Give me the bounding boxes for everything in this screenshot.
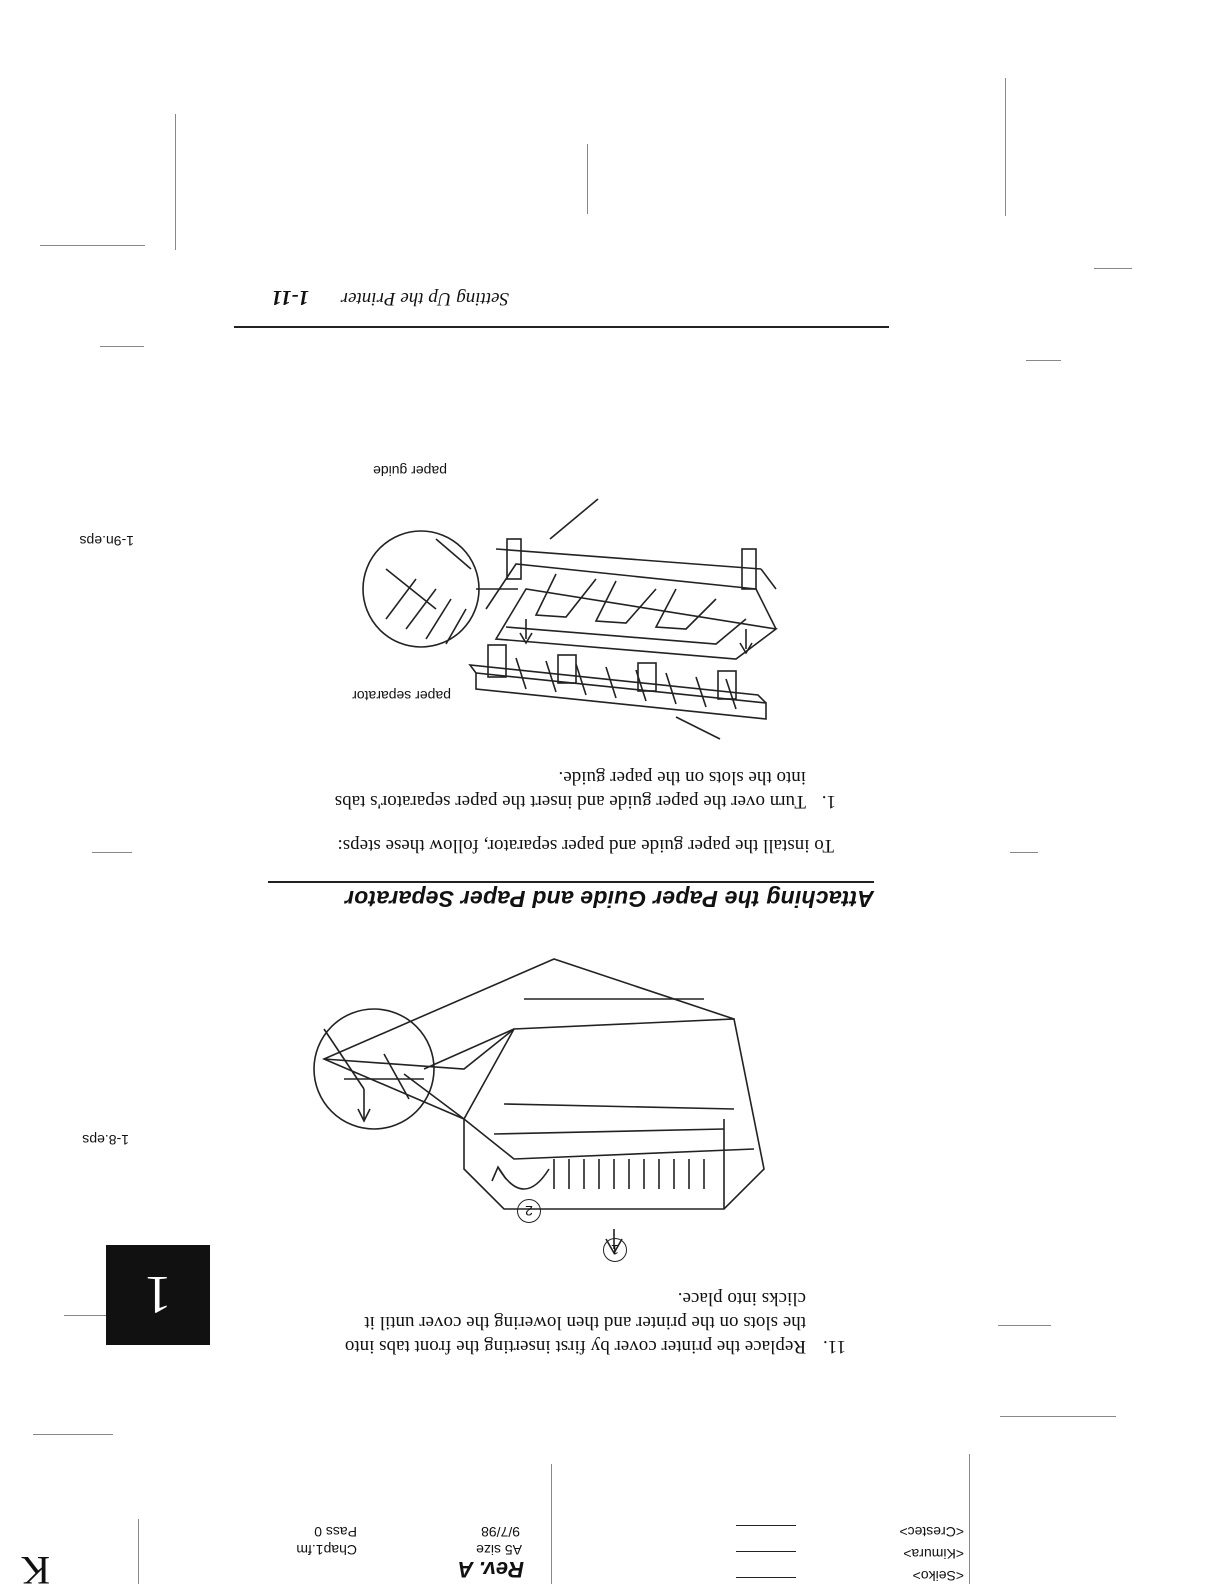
- corner-letter: K: [21, 1548, 50, 1593]
- running-header-page-number: 1-11: [271, 286, 309, 310]
- footer-signature-line: [736, 1525, 796, 1526]
- step-11-number: 11.: [822, 1336, 846, 1357]
- header-rule: [234, 326, 889, 328]
- footer-signature-line: [736, 1577, 796, 1578]
- footer-pass: Pass 0: [314, 1524, 357, 1540]
- crop-mark: [1094, 268, 1132, 269]
- callout-2-label: 2: [525, 1203, 533, 1219]
- crop-mark: [998, 1325, 1051, 1326]
- footer-revision: Rev. A: [457, 1557, 524, 1582]
- crop-mark: [138, 1519, 139, 1584]
- figure-file-label: 1-8.eps: [82, 1132, 129, 1148]
- running-header-title: Setting Up the Printer: [340, 288, 509, 309]
- crop-mark: [1026, 360, 1061, 361]
- crop-mark: [33, 1434, 113, 1435]
- footer-name-crestec: <Crestec>: [899, 1524, 964, 1540]
- crop-mark: [551, 1464, 552, 1584]
- crop-mark: [92, 852, 132, 853]
- crop-mark: [1010, 852, 1038, 853]
- footer-date: 9/7/98: [481, 1524, 520, 1540]
- crop-mark: [40, 245, 145, 246]
- footer-name-kimura: <Kimura>: [903, 1546, 964, 1562]
- callout-1-label: 1: [611, 1242, 619, 1258]
- callout-paper-separator: paper separator: [352, 688, 451, 704]
- printer-cover-illustration: [304, 959, 764, 1229]
- footer-size: A5 size: [476, 1542, 522, 1558]
- figure-file-label: 1-9n.eps: [79, 533, 134, 549]
- step-11-text-line-3: clicks into place.: [677, 1288, 806, 1309]
- footer-name-seiko: <Seiko>: [912, 1568, 964, 1584]
- section-intro: To install the paper guide and paper separator, follow these steps:: [337, 835, 834, 856]
- callout-1-circle: [603, 1238, 627, 1262]
- crop-mark: [100, 346, 144, 347]
- heading-underline: [268, 881, 874, 883]
- footer-file: Chap1.fm: [296, 1542, 357, 1558]
- callout-2-circle: [517, 1199, 541, 1223]
- step-11-text-line-1: Replace the printer cover by first inserting the front tabs into: [344, 1336, 806, 1357]
- section-heading: Attaching the Paper Guide and Paper Separator: [344, 886, 874, 912]
- footer-signature-line: [736, 1551, 796, 1552]
- chapter-tab-number: 1: [144, 1265, 172, 1325]
- crop-mark: [969, 1454, 970, 1584]
- step-11-text-line-2: the slots on the printer and then lowering the cover until it: [364, 1312, 806, 1333]
- crop-mark: [1005, 78, 1006, 216]
- callout-paper-guide: paper guide: [373, 463, 447, 479]
- step-1-number: 1.: [821, 791, 836, 812]
- crop-mark: [175, 114, 176, 250]
- step-1-text-line-1: Turn over the paper guide and insert the paper separator's tabs: [334, 791, 806, 812]
- crop-mark: [1000, 1416, 1116, 1417]
- chapter-tab: [106, 1245, 210, 1345]
- crop-mark: [587, 144, 588, 214]
- step-1-text-line-2: into the slots on the paper guide.: [558, 767, 806, 788]
